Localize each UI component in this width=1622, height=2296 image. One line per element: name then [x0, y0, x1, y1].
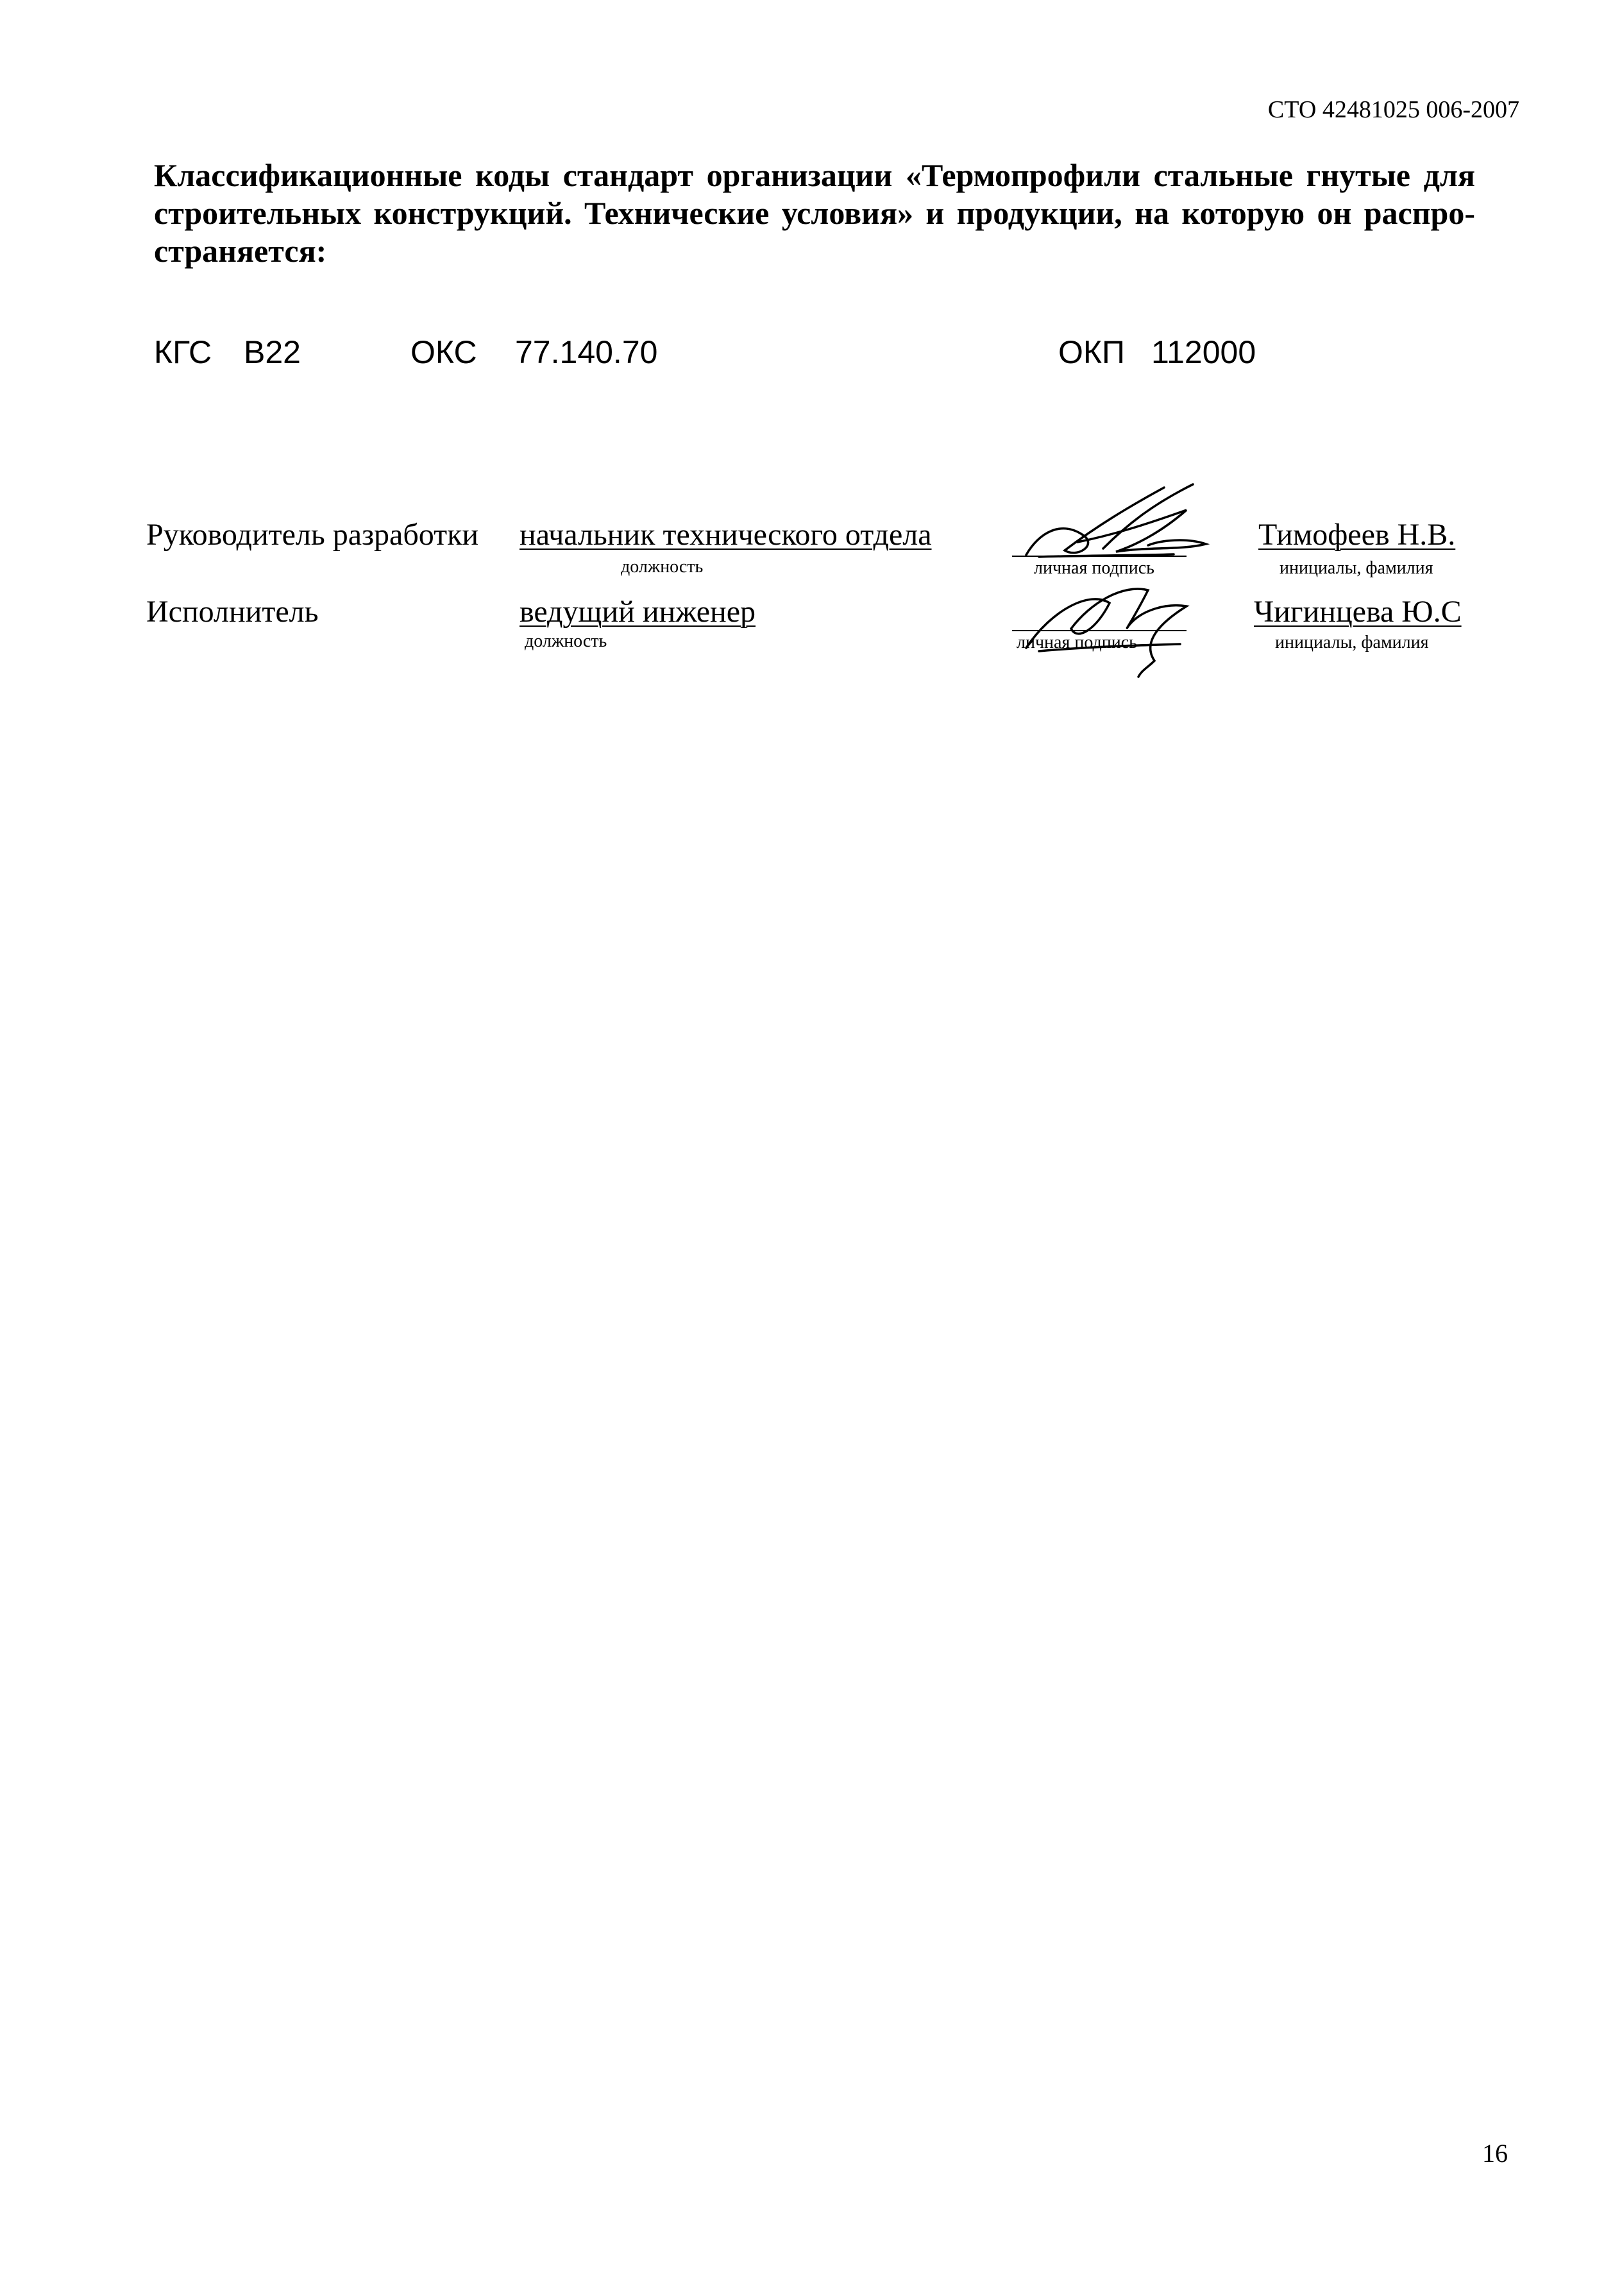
okp-value: 112000	[1151, 334, 1256, 370]
okp-label: ОКП	[1058, 334, 1125, 370]
position-caption: должность	[525, 631, 607, 651]
name-value: Тимофеев Н.В.	[1258, 518, 1456, 552]
signature-caption: личная подпись	[1017, 633, 1137, 652]
position-value: начальник технического отдела	[520, 518, 932, 552]
oks-label: ОКС	[410, 334, 477, 370]
name-caption: инициалы, фамилия	[1280, 558, 1433, 578]
page-number: 16	[1482, 2139, 1508, 2168]
signature-row-executor	[0, 597, 1622, 667]
name-value: Чигинцева Ю.С	[1254, 595, 1462, 629]
position-caption: должность	[621, 557, 704, 577]
role-label: Руководитель разработки	[146, 518, 479, 552]
role-label: Исполнитель	[146, 595, 319, 629]
position-value: ведущий инженер	[520, 595, 756, 629]
oks-value: 77.140.70	[515, 334, 658, 370]
signature-mark	[1001, 565, 1231, 680]
kgs-label: КГС	[154, 334, 212, 370]
signature-caption: личная подпись	[1034, 558, 1154, 578]
kgs-value: В22	[244, 334, 301, 370]
name-caption: инициалы, фамилия	[1275, 633, 1429, 652]
classification-heading: Классификационные коды стандарт организации «Термопрофили стальные гнутые для строительных конструкций. Технические условия» и продукции, на которую он распро-страняется:	[154, 157, 1475, 269]
document-code: СТО 42481025 006-2007	[1267, 96, 1519, 123]
signature-row-lead	[0, 520, 1622, 590]
